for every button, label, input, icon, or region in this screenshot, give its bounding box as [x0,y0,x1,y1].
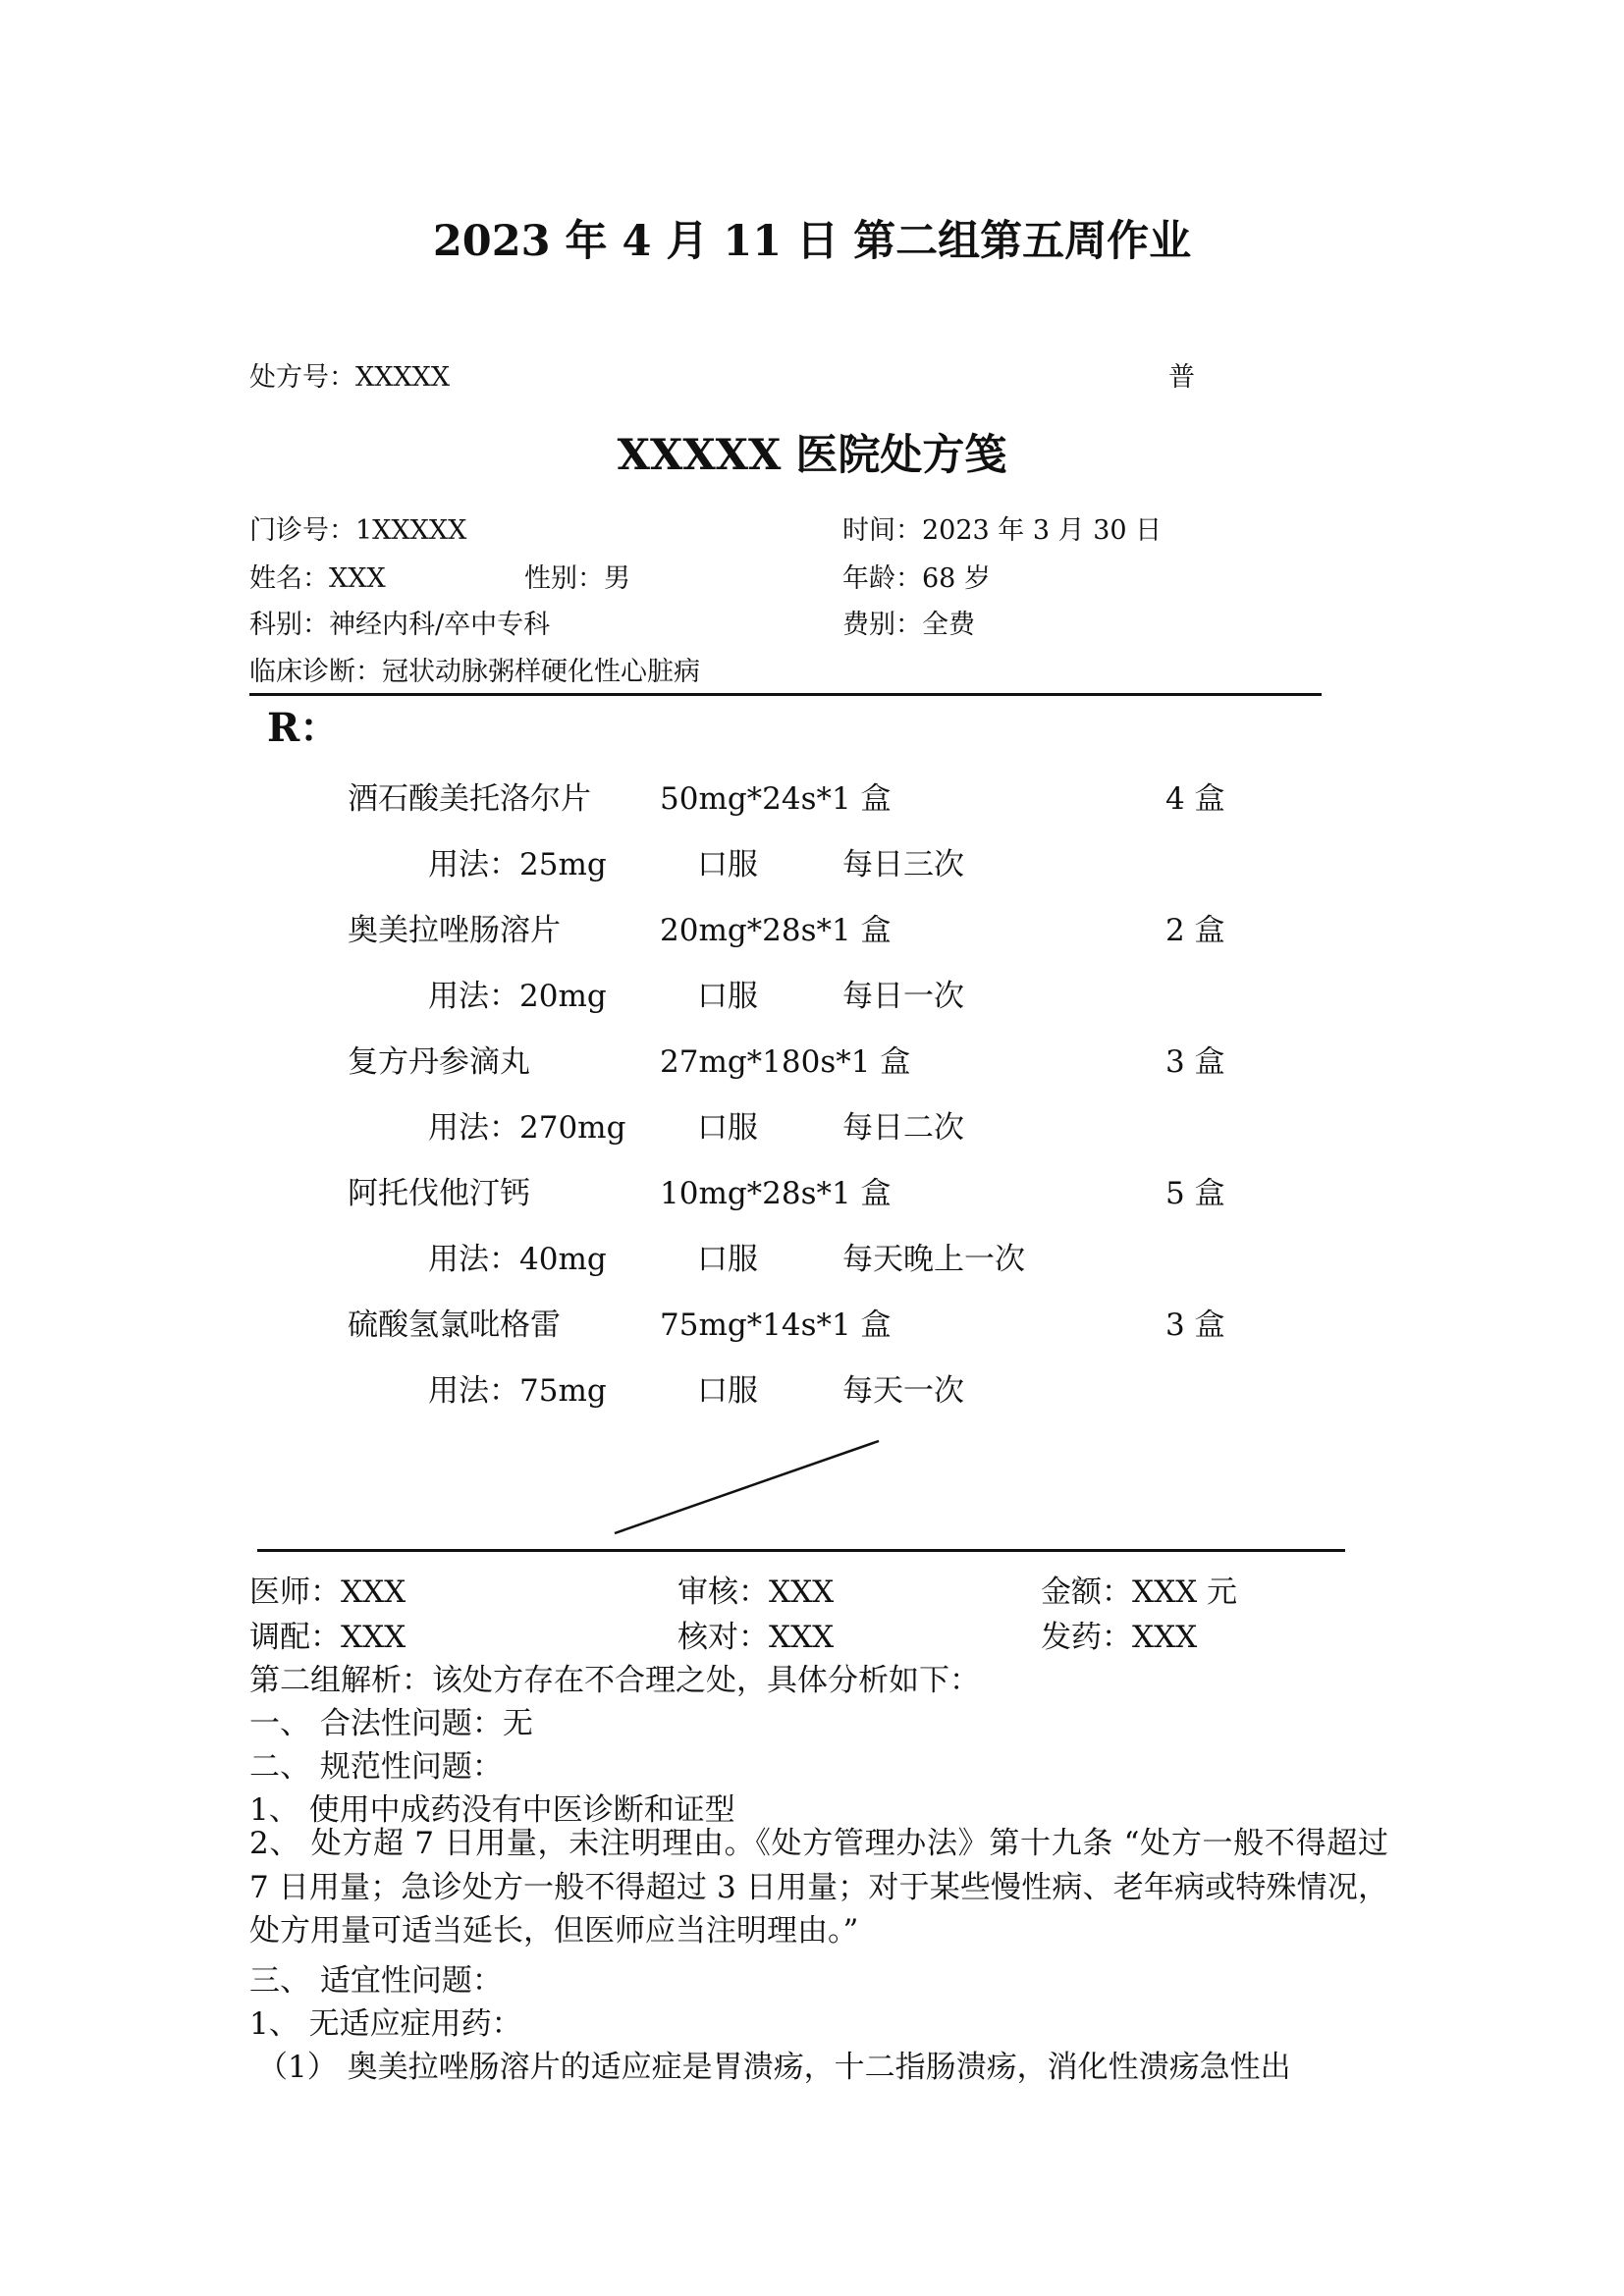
medication-frequency: 每日二次 [842,1110,964,1146]
dispenser-signature: 调配：XXX [249,1620,406,1655]
suitability-item-1: 1、 无适应症用药： [249,2006,522,2042]
medication-spec: 20mg*28s*1 盒 [660,913,892,948]
medication-frequency: 每日三次 [842,847,964,882]
doctor-signature: 医师：XXX [249,1575,406,1610]
patient-name: 姓名：XXX [249,563,386,594]
medication-spec: 27mg*180s*1 盒 [660,1044,911,1080]
standard-item-1: 1、 使用中成药没有中医诊断和证型 [249,1792,735,1828]
medication-route: 口服 [697,1373,758,1409]
reviewer-signature: 审核：XXX [677,1575,835,1610]
legality-heading: 一、 合法性问题：无 [249,1706,533,1741]
department: 科别：神经内科/卒中专科 [249,610,551,640]
medication-quantity: 2 盒 [1165,913,1225,948]
header-divider [249,693,1322,696]
medication-route: 口服 [697,979,758,1014]
medication-frequency: 每天一次 [842,1373,964,1409]
medication-usage: 用法：75mg [428,1373,607,1409]
medication-spec: 50mg*24s*1 盒 [660,781,892,817]
document-title: 2023 年 4 月 11 日 第二组第五周作业 [432,217,1192,266]
medication-usage: 用法：40mg [428,1242,607,1277]
patient-gender: 性别：男 [524,563,630,594]
amount: 金额：XXX 元 [1041,1575,1238,1610]
blank-space-slash [599,1433,893,1541]
suitability-heading: 三、 适宜性问题： [249,1963,503,1999]
medication-quantity: 5 盒 [1165,1176,1225,1211]
issuer-signature: 发药：XXX [1041,1620,1198,1655]
prescription-number: 处方号：XXXXX [249,362,451,393]
medication-route: 口服 [697,1110,758,1146]
clinical-diagnosis: 临床诊断：冠状动脉粥样硬化性心脏病 [249,657,700,687]
standard-heading: 二、 规范性问题： [249,1749,503,1785]
medication-usage: 用法：25mg [428,847,607,882]
medication-name: 酒石酸美托洛尔片 [348,781,591,817]
medication-name: 硫酸氢氯吡格雷 [348,1308,561,1343]
rx-symbol: R： [267,705,340,751]
medication-quantity: 3 盒 [1165,1044,1225,1080]
medication-name: 奥美拉唑肠溶片 [348,913,561,948]
hospital-prescription-title: XXXXX 医院处方笺 [617,431,1007,480]
medication-spec: 75mg*14s*1 盒 [660,1308,892,1343]
medication-quantity: 3 盒 [1165,1308,1225,1343]
medication-frequency: 每日一次 [842,979,964,1014]
fee-type: 费别：全费 [842,610,975,640]
checker-signature: 核对：XXX [677,1620,835,1655]
prescription-type-mark: 普 [1168,362,1195,393]
medication-spec: 10mg*28s*1 盒 [660,1176,892,1211]
footer-divider [257,1549,1345,1552]
suitability-item-1a: （1） 奥美拉唑肠溶片的适应症是胃溃疡，十二指肠溃疡，消化性溃疡急性出 [257,2050,1291,2085]
medication-frequency: 每天晚上一次 [842,1242,1025,1277]
visit-time: 时间：2023 年 3 月 30 日 [842,515,1163,546]
standard-item-2: 2、 处方超 7 日用量，未注明理由。《处方管理办法》第十九条 “处方一般不得超过 7 日用量；急诊处方一般不得超过 3 日用量；对于某些慢性病、老年病或特殊情况，处方用量可适当延长，但医师应当注明理由。” [249,1826,1388,1949]
medication-usage: 用法：270mg [428,1110,626,1146]
medication-usage: 用法：20mg [428,979,607,1014]
medication-name: 阿托伐他汀钙 [348,1176,530,1211]
medication-name: 复方丹参滴丸 [348,1044,530,1080]
patient-age: 年龄：68 岁 [842,563,991,594]
medication-quantity: 4 盒 [1165,781,1225,817]
clinic-number: 门诊号：1XXXXX [249,515,467,546]
medication-route: 口服 [697,847,758,882]
analysis-intro: 第二组解析：该处方存在不合理之处，具体分析如下： [249,1663,980,1698]
medication-route: 口服 [697,1242,758,1277]
